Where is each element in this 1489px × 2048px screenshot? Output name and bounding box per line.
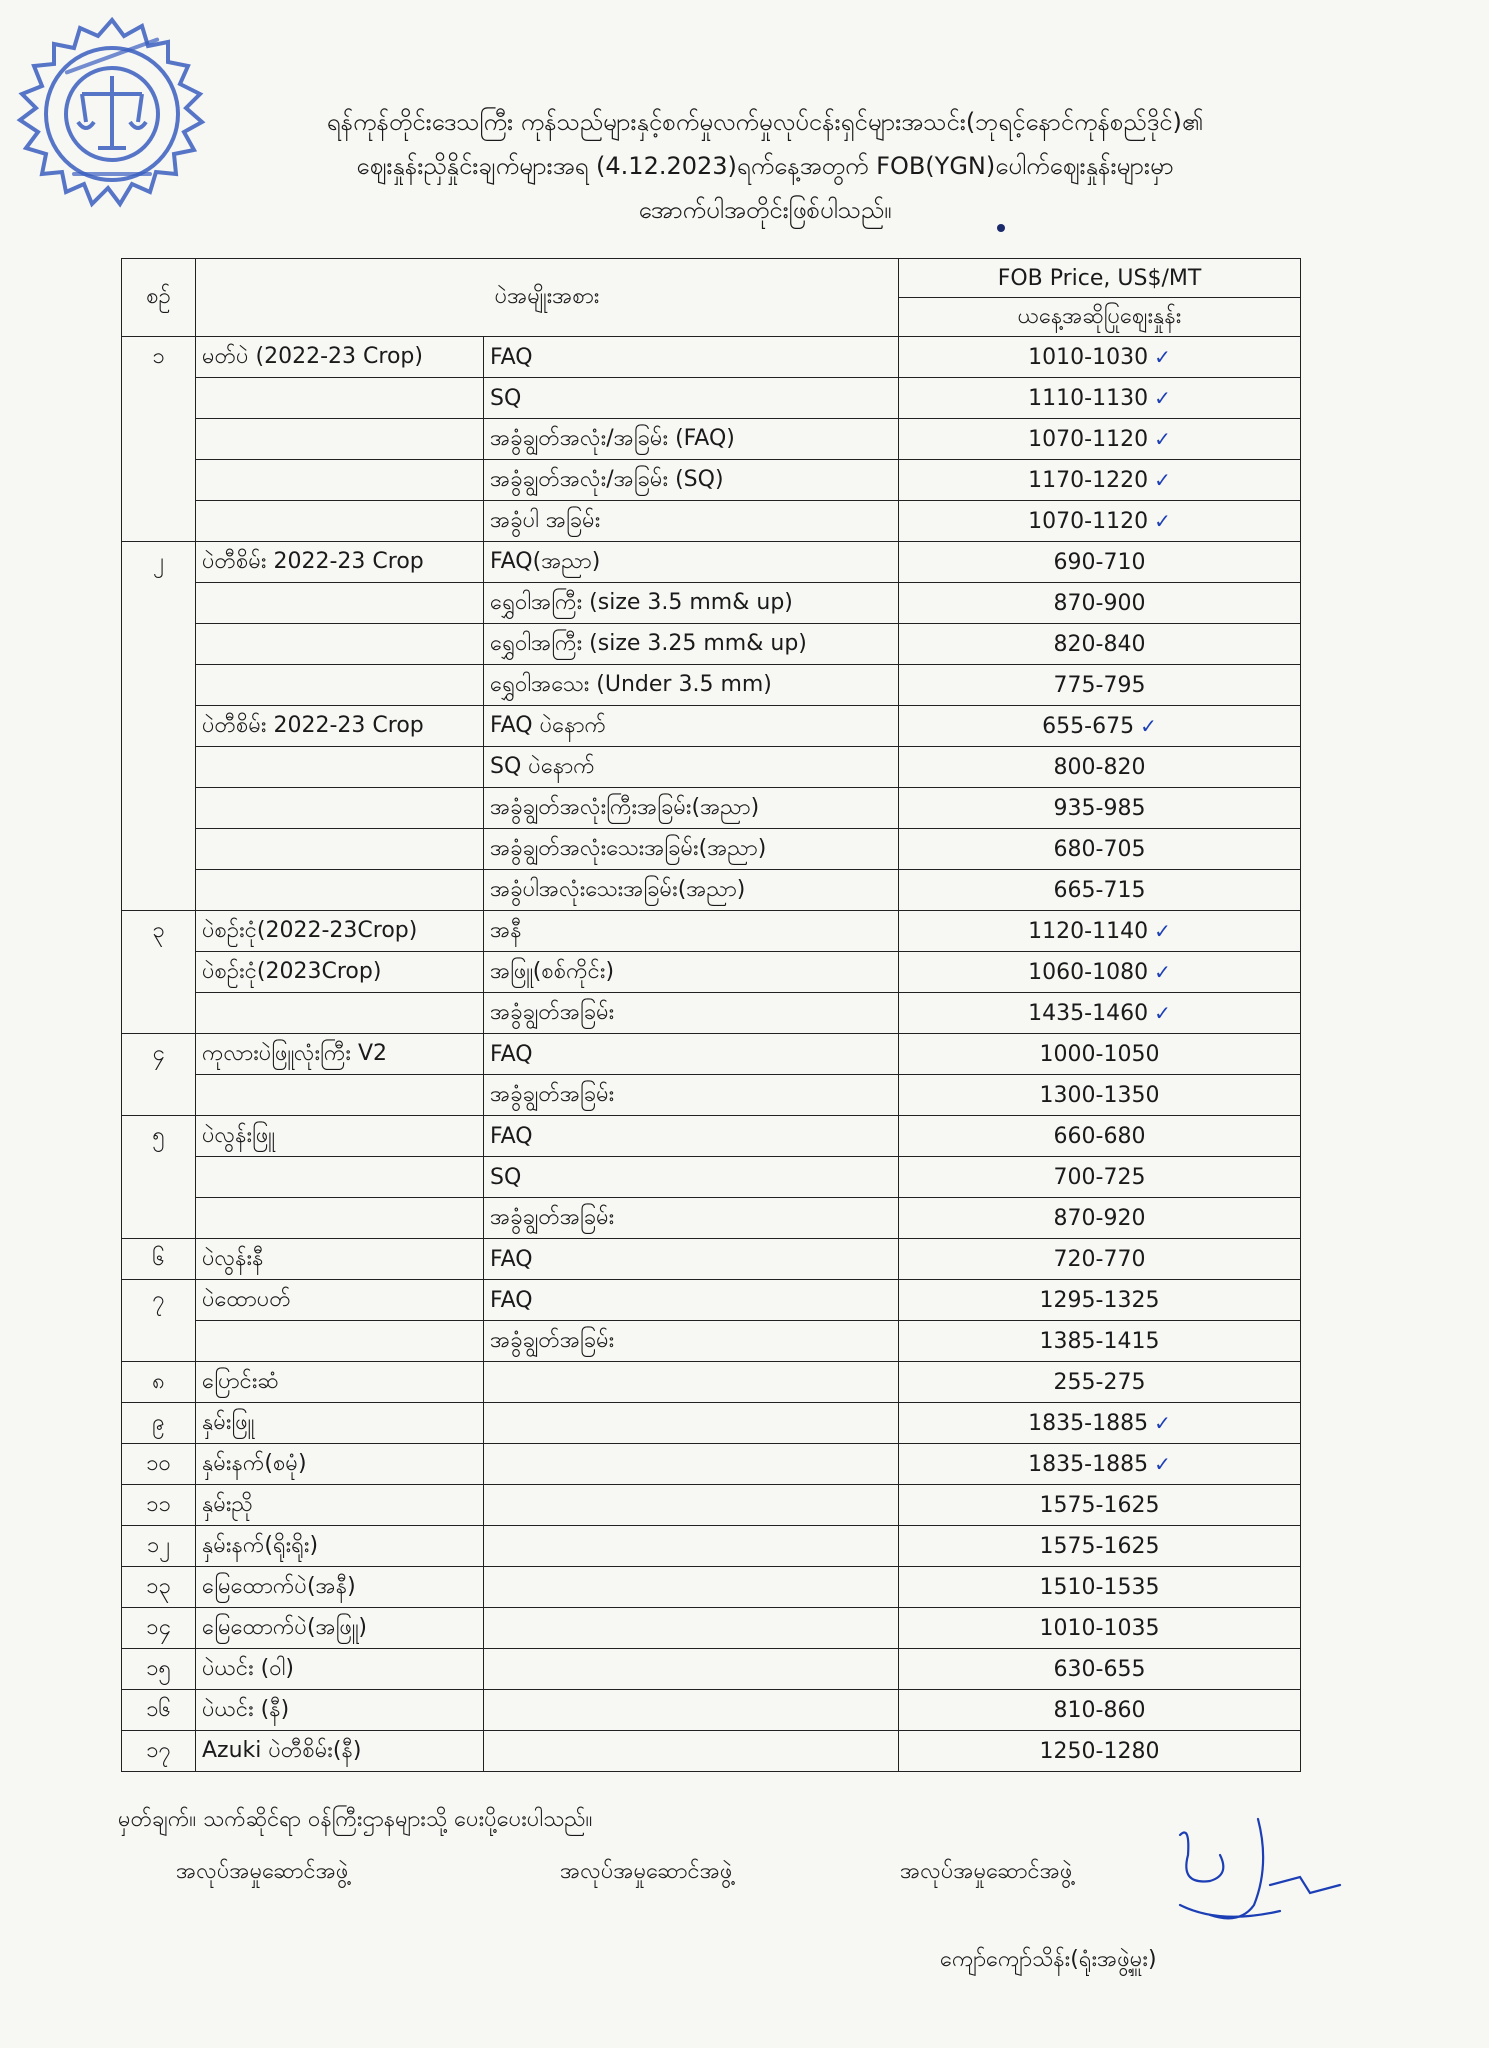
price-value: 1300-1350 bbox=[1039, 1082, 1160, 1108]
committee-label-2: အလုပ်အမှုဆောင်အဖွဲ့ bbox=[560, 1859, 733, 1884]
row-grade bbox=[484, 952, 899, 993]
footer-note: မှတ်ချက်။ သက်ဆိုင်ရာ ဝန်ကြီးဌာနများသို့ ပေးပို့ပေးပါသည်။ bbox=[118, 1807, 593, 1832]
row-item-name-text: ပဲတီစိမ်း 2022-23 Crop bbox=[202, 712, 424, 738]
row-price bbox=[899, 993, 1301, 1034]
row-grade bbox=[484, 1157, 899, 1198]
row-item-name bbox=[196, 1444, 484, 1485]
row-number bbox=[122, 747, 196, 788]
check-mark-icon: ✓ bbox=[1154, 918, 1171, 943]
row-number-text: ၉ bbox=[152, 1409, 165, 1435]
row-item-name bbox=[196, 1567, 484, 1608]
price-value: 665-715 bbox=[1053, 877, 1146, 903]
row-grade-text: အခွံပါ အခြမ်း bbox=[490, 507, 601, 533]
row-price bbox=[899, 952, 1301, 993]
row-item-name bbox=[196, 1362, 484, 1403]
table-row bbox=[122, 460, 1301, 501]
price-value: 1170-1220 bbox=[1028, 467, 1149, 493]
row-number bbox=[122, 1239, 196, 1280]
row-grade bbox=[484, 1526, 899, 1567]
check-mark-icon: ✓ bbox=[1154, 1451, 1171, 1476]
row-price bbox=[899, 747, 1301, 788]
row-item-name bbox=[196, 1485, 484, 1526]
row-item-name-text: ပဲလွန်းဖြူ bbox=[202, 1122, 275, 1148]
row-grade bbox=[484, 1362, 899, 1403]
row-price bbox=[899, 1649, 1301, 1690]
row-price bbox=[899, 1526, 1301, 1567]
row-item-name-text: နှမ်းဖြူ bbox=[202, 1409, 255, 1435]
row-price bbox=[899, 911, 1301, 952]
table-row bbox=[122, 1075, 1301, 1116]
row-grade bbox=[484, 624, 899, 665]
row-item-name-text: ကုလားပဲဖြူလုံးကြီး V2 bbox=[202, 1040, 387, 1066]
row-item-name bbox=[196, 1649, 484, 1690]
row-number-text: ၁၀ bbox=[146, 1450, 171, 1476]
row-price bbox=[899, 1403, 1301, 1444]
header-item: ပဲအမျိုးအစား bbox=[196, 259, 899, 337]
row-price bbox=[899, 788, 1301, 829]
table-row bbox=[122, 1526, 1301, 1567]
row-grade bbox=[484, 1649, 899, 1690]
row-item-name bbox=[196, 624, 484, 665]
table-row bbox=[122, 1362, 1301, 1403]
row-grade-text: FAQ bbox=[490, 1287, 533, 1313]
row-item-name bbox=[196, 1198, 484, 1239]
table-row bbox=[122, 1444, 1301, 1485]
row-grade-text: အခွံပါအလုံးသေးအခြမ်း(အညာ) bbox=[490, 876, 746, 902]
row-item-name bbox=[196, 1608, 484, 1649]
row-number bbox=[122, 706, 196, 747]
row-item-name bbox=[196, 1075, 484, 1116]
row-grade bbox=[484, 1731, 899, 1772]
row-price bbox=[899, 706, 1301, 747]
row-grade bbox=[484, 1239, 899, 1280]
row-grade bbox=[484, 1485, 899, 1526]
row-number-text: ၃ bbox=[152, 917, 165, 943]
header-price: FOB Price, US$/MT bbox=[899, 259, 1301, 298]
table-row bbox=[122, 747, 1301, 788]
row-number bbox=[122, 460, 196, 501]
row-number bbox=[122, 1034, 196, 1075]
row-price bbox=[899, 583, 1301, 624]
row-grade bbox=[484, 706, 899, 747]
row-price bbox=[899, 665, 1301, 706]
row-grade-text: ရွှေဝါအကြီး (size 3.5 mm& up) bbox=[490, 589, 793, 615]
row-grade-text: အခွံချွတ်အခြမ်း bbox=[490, 1081, 615, 1107]
row-item-name bbox=[196, 337, 484, 378]
check-mark-icon: ✓ bbox=[1154, 467, 1171, 492]
price-value: 870-920 bbox=[1053, 1205, 1146, 1231]
row-number bbox=[122, 1157, 196, 1198]
row-price bbox=[899, 1280, 1301, 1321]
row-number-text: ၁၁ bbox=[146, 1491, 171, 1517]
price-value: 1120-1140 bbox=[1028, 918, 1149, 944]
heading-line-2: ဈေးနှုန်းညှိနှိုင်းချက်များအရ (4.12.2023)ရက်နေ့အတွက် FOB(YGN)ပေါက်ဈေးနှုန်းများမှာ bbox=[356, 152, 1174, 180]
row-grade-text: FAQ ပဲနောက် bbox=[490, 712, 607, 738]
row-item-name bbox=[196, 1690, 484, 1731]
row-number bbox=[122, 870, 196, 911]
row-grade bbox=[484, 993, 899, 1034]
row-grade bbox=[484, 1608, 899, 1649]
row-number bbox=[122, 378, 196, 419]
row-price bbox=[899, 1362, 1301, 1403]
price-value: 1110-1130 bbox=[1028, 385, 1149, 411]
price-value: 655-675 bbox=[1042, 713, 1135, 739]
row-grade bbox=[484, 583, 899, 624]
row-price bbox=[899, 1075, 1301, 1116]
table-row bbox=[122, 952, 1301, 993]
row-price bbox=[899, 1485, 1301, 1526]
price-value: 820-840 bbox=[1053, 631, 1146, 657]
row-grade-text: FAQ bbox=[490, 1041, 533, 1067]
row-grade bbox=[484, 747, 899, 788]
row-number bbox=[122, 1690, 196, 1731]
row-item-name-text: ပဲယင်း (ဝါ) bbox=[202, 1655, 295, 1681]
row-grade bbox=[484, 501, 899, 542]
table-row bbox=[122, 542, 1301, 583]
heading-line-1: ရန်ကုန်တိုင်းဒေသကြီး ကုန်သည်များနှင့်စက်မှုလက်မှုလုပ်ငန်းရှင်များအသင်း(ဘုရင့်နောင်ကုန်စည်ဒိုင်)၏ bbox=[326, 108, 1204, 136]
table-row bbox=[122, 1649, 1301, 1690]
row-item-name-text: ပြောင်းဆံ bbox=[202, 1368, 279, 1394]
row-grade-text: အဖြူ(စစ်ကိုင်း) bbox=[490, 958, 615, 984]
row-number-text: ၆ bbox=[152, 1245, 165, 1271]
row-grade bbox=[484, 1116, 899, 1157]
row-number bbox=[122, 952, 196, 993]
price-table bbox=[121, 258, 1301, 1772]
row-grade bbox=[484, 911, 899, 952]
row-number bbox=[122, 1362, 196, 1403]
row-grade bbox=[484, 1075, 899, 1116]
row-number bbox=[122, 1116, 196, 1157]
row-grade bbox=[484, 1690, 899, 1731]
row-item-name-text: ပဲစဉ်းငုံ(2022-23Crop) bbox=[202, 917, 418, 943]
row-grade-text: ရွှေဝါအကြီး (size 3.25 mm& up) bbox=[490, 630, 807, 656]
table-row bbox=[122, 993, 1301, 1034]
row-number-text: ၁၃ bbox=[146, 1573, 171, 1599]
row-number-text: ၄ bbox=[152, 1040, 165, 1066]
row-item-name-text: ပဲစဉ်းငုံ(2023Crop) bbox=[202, 958, 382, 984]
header-no: စဉ် bbox=[122, 259, 196, 337]
row-number bbox=[122, 1444, 196, 1485]
table-row bbox=[122, 1567, 1301, 1608]
table-row bbox=[122, 501, 1301, 542]
row-grade-text: SQ bbox=[490, 1164, 522, 1190]
price-value: 870-900 bbox=[1053, 590, 1146, 616]
row-number bbox=[122, 788, 196, 829]
signatory: ကျော်ကျော်သိန်း(ရုံးအဖွဲ့မှူး) bbox=[940, 1947, 1157, 1972]
row-item-name bbox=[196, 952, 484, 993]
row-number-text: ၁ bbox=[152, 343, 165, 369]
table-row bbox=[122, 665, 1301, 706]
price-value: 1510-1535 bbox=[1039, 1574, 1160, 1600]
table-row bbox=[122, 1198, 1301, 1239]
handwritten-signature bbox=[1150, 1815, 1350, 1965]
row-item-name bbox=[196, 419, 484, 460]
row-item-name-text: မတ်ပဲ (2022-23 Crop) bbox=[202, 343, 423, 369]
row-price bbox=[899, 1444, 1301, 1485]
table-row bbox=[122, 706, 1301, 747]
row-price bbox=[899, 1731, 1301, 1772]
row-number-text: ၈ bbox=[152, 1368, 165, 1394]
table-row bbox=[122, 1034, 1301, 1075]
row-number bbox=[122, 419, 196, 460]
committee-label-3: အလုပ်အမှုဆောင်အဖွဲ့ bbox=[900, 1859, 1073, 1884]
row-number bbox=[122, 1608, 196, 1649]
row-number bbox=[122, 583, 196, 624]
row-number-text: ၁၅ bbox=[146, 1655, 171, 1681]
table-row bbox=[122, 1157, 1301, 1198]
price-value: 720-770 bbox=[1053, 1246, 1146, 1272]
row-number bbox=[122, 337, 196, 378]
row-number bbox=[122, 1403, 196, 1444]
row-number bbox=[122, 1485, 196, 1526]
table-row bbox=[122, 1321, 1301, 1362]
price-value: 690-710 bbox=[1053, 549, 1146, 575]
row-item-name bbox=[196, 1321, 484, 1362]
price-value: 1000-1050 bbox=[1039, 1041, 1160, 1067]
row-grade bbox=[484, 542, 899, 583]
row-grade-text: FAQ bbox=[490, 1246, 533, 1272]
row-item-name-text: ပဲယင်း (နီ) bbox=[202, 1696, 290, 1722]
row-grade bbox=[484, 829, 899, 870]
row-grade bbox=[484, 1280, 899, 1321]
row-grade bbox=[484, 1444, 899, 1485]
row-price bbox=[899, 1239, 1301, 1280]
row-item-name bbox=[196, 378, 484, 419]
price-value: 800-820 bbox=[1053, 754, 1146, 780]
row-price bbox=[899, 1321, 1301, 1362]
row-item-name-text: နှမ်းညို bbox=[202, 1491, 253, 1517]
row-grade bbox=[484, 1403, 899, 1444]
ink-dot bbox=[997, 224, 1005, 232]
row-number bbox=[122, 829, 196, 870]
price-value: 1575-1625 bbox=[1039, 1533, 1160, 1559]
row-number bbox=[122, 1731, 196, 1772]
row-grade bbox=[484, 337, 899, 378]
row-price bbox=[899, 1034, 1301, 1075]
table-row bbox=[122, 1731, 1301, 1772]
table-row bbox=[122, 1690, 1301, 1731]
row-number bbox=[122, 665, 196, 706]
price-value: 1835-1885 bbox=[1028, 1410, 1149, 1436]
row-grade-text: FAQ bbox=[490, 344, 533, 370]
row-item-name-text: မြေထောက်ပဲ(အနီ) bbox=[202, 1573, 356, 1599]
table-row bbox=[122, 1280, 1301, 1321]
row-grade-text: အခွံချွတ်အလုံးကြီးအခြမ်း(အညာ) bbox=[490, 794, 760, 820]
row-item-name bbox=[196, 1280, 484, 1321]
row-item-name bbox=[196, 993, 484, 1034]
price-value: 680-705 bbox=[1053, 836, 1146, 862]
row-number bbox=[122, 501, 196, 542]
table-row bbox=[122, 1608, 1301, 1649]
row-grade bbox=[484, 1321, 899, 1362]
table-row bbox=[122, 378, 1301, 419]
row-item-name bbox=[196, 1116, 484, 1157]
row-price bbox=[899, 460, 1301, 501]
row-item-name bbox=[196, 501, 484, 542]
check-mark-icon: ✓ bbox=[1154, 959, 1171, 984]
price-value: 810-860 bbox=[1053, 1697, 1146, 1723]
check-mark-icon: ✓ bbox=[1154, 508, 1171, 533]
row-item-name bbox=[196, 911, 484, 952]
table-header-row bbox=[122, 259, 1301, 298]
row-number bbox=[122, 1198, 196, 1239]
row-number-text: ၇ bbox=[152, 1286, 165, 1312]
price-value: 1835-1885 bbox=[1028, 1451, 1149, 1477]
row-item-name bbox=[196, 1034, 484, 1075]
row-item-name-text: ပဲလွန်းနီ bbox=[202, 1245, 264, 1271]
row-item-name-text: မြေထောက်ပဲ(အဖြူ) bbox=[202, 1614, 367, 1640]
row-grade-text: အခွံချွတ်အလုံးသေးအခြမ်း(အညာ) bbox=[490, 835, 767, 861]
table-row bbox=[122, 337, 1301, 378]
row-number-text: ၁၇ bbox=[146, 1737, 171, 1763]
row-grade-text: အခွံချွတ်အလုံး/အခြမ်း (FAQ) bbox=[490, 425, 735, 451]
row-item-name-text: ပဲထောပတ် bbox=[202, 1286, 291, 1312]
table-row bbox=[122, 788, 1301, 829]
check-mark-icon: ✓ bbox=[1154, 1000, 1171, 1025]
price-value: 1435-1460 bbox=[1028, 1000, 1149, 1026]
price-value: 1250-1280 bbox=[1039, 1738, 1160, 1764]
row-item-name-text: နှမ်းနက်(ရိုးရိုး) bbox=[202, 1532, 319, 1558]
row-number-text: ၁၆ bbox=[146, 1696, 171, 1722]
table-row bbox=[122, 870, 1301, 911]
row-number bbox=[122, 911, 196, 952]
price-value: 1070-1120 bbox=[1028, 508, 1149, 534]
row-number bbox=[122, 993, 196, 1034]
row-grade-text: အခွံချွတ်အခြမ်း bbox=[490, 1204, 615, 1230]
row-grade bbox=[484, 419, 899, 460]
row-number-text: ၅ bbox=[152, 1122, 165, 1148]
row-grade-text: SQ bbox=[490, 385, 522, 411]
row-item-name bbox=[196, 665, 484, 706]
row-price bbox=[899, 1157, 1301, 1198]
check-mark-icon: ✓ bbox=[1140, 713, 1157, 738]
price-value: 630-655 bbox=[1053, 1656, 1146, 1682]
row-item-name bbox=[196, 1239, 484, 1280]
price-value: 1010-1030 bbox=[1028, 344, 1149, 370]
row-price bbox=[899, 378, 1301, 419]
row-grade bbox=[484, 1034, 899, 1075]
price-value: 1010-1035 bbox=[1039, 1615, 1160, 1641]
row-item-name bbox=[196, 829, 484, 870]
check-mark-icon: ✓ bbox=[1154, 1410, 1171, 1435]
row-number-text: ၂ bbox=[153, 548, 164, 574]
row-price bbox=[899, 501, 1301, 542]
row-price bbox=[899, 1567, 1301, 1608]
row-price bbox=[899, 542, 1301, 583]
header-price-sub: ယနေ့အဆိုပြုဈေးနှုန်း bbox=[899, 298, 1301, 337]
row-item-name bbox=[196, 788, 484, 829]
row-price bbox=[899, 1608, 1301, 1649]
table-row bbox=[122, 419, 1301, 460]
row-price bbox=[899, 1116, 1301, 1157]
table-row bbox=[122, 1116, 1301, 1157]
price-value: 1070-1120 bbox=[1028, 426, 1149, 452]
row-price bbox=[899, 829, 1301, 870]
row-grade-text: အခွံချွတ်အခြမ်း bbox=[490, 1327, 615, 1353]
check-mark-icon: ✓ bbox=[1154, 385, 1171, 410]
price-value: 935-985 bbox=[1053, 795, 1146, 821]
check-mark-icon: ✓ bbox=[1154, 344, 1171, 369]
price-value: 255-275 bbox=[1053, 1369, 1146, 1395]
row-number bbox=[122, 1321, 196, 1362]
row-item-name bbox=[196, 583, 484, 624]
row-number bbox=[122, 1649, 196, 1690]
price-value: 660-680 bbox=[1053, 1123, 1146, 1149]
table-row bbox=[122, 1485, 1301, 1526]
row-grade bbox=[484, 1198, 899, 1239]
price-value: 1575-1625 bbox=[1039, 1492, 1160, 1518]
heading-line-3: အောက်ပါအတိုင်းဖြစ်ပါသည်။ bbox=[638, 196, 892, 224]
row-number bbox=[122, 1567, 196, 1608]
row-item-name-text: နှမ်းနက်(စမုံ) bbox=[202, 1450, 307, 1476]
row-grade bbox=[484, 788, 899, 829]
row-item-name bbox=[196, 542, 484, 583]
row-grade-text: FAQ(အညာ) bbox=[490, 548, 601, 574]
row-item-name bbox=[196, 1403, 484, 1444]
table-row bbox=[122, 624, 1301, 665]
row-item-name bbox=[196, 1731, 484, 1772]
row-grade-text: ရွှေဝါအသေး (Under 3.5 mm) bbox=[490, 671, 772, 697]
row-number bbox=[122, 624, 196, 665]
row-item-name-text: ပဲတီစိမ်း 2022-23 Crop bbox=[202, 548, 424, 574]
row-item-name bbox=[196, 1526, 484, 1567]
row-grade bbox=[484, 665, 899, 706]
row-grade-text: အခွံချွတ်အလုံး/အခြမ်း (SQ) bbox=[490, 466, 724, 492]
row-price bbox=[899, 1198, 1301, 1239]
table-row bbox=[122, 1403, 1301, 1444]
table-row bbox=[122, 911, 1301, 952]
committee-label-1: အလုပ်အမှုဆောင်အဖွဲ့ bbox=[176, 1859, 349, 1884]
row-item-name bbox=[196, 460, 484, 501]
row-number-text: ၁၄ bbox=[146, 1614, 171, 1640]
table-row bbox=[122, 829, 1301, 870]
row-price bbox=[899, 624, 1301, 665]
row-grade bbox=[484, 1567, 899, 1608]
row-item-name-text: Azuki ပဲတီစိမ်း(နီ) bbox=[202, 1737, 362, 1763]
row-item-name bbox=[196, 1157, 484, 1198]
row-price bbox=[899, 419, 1301, 460]
row-item-name bbox=[196, 706, 484, 747]
row-price bbox=[899, 337, 1301, 378]
price-value: 775-795 bbox=[1053, 672, 1146, 698]
row-grade-text: FAQ bbox=[490, 1123, 533, 1149]
row-grade bbox=[484, 378, 899, 419]
row-number bbox=[122, 1075, 196, 1116]
table-row bbox=[122, 583, 1301, 624]
row-grade-text: အခွံချွတ်အခြမ်း bbox=[490, 999, 615, 1025]
row-price bbox=[899, 1690, 1301, 1731]
table-row bbox=[122, 1239, 1301, 1280]
row-number-text: ၁၂ bbox=[146, 1532, 171, 1558]
price-value: 1385-1415 bbox=[1039, 1328, 1160, 1354]
row-number bbox=[122, 1526, 196, 1567]
row-grade bbox=[484, 870, 899, 911]
row-price bbox=[899, 870, 1301, 911]
row-item-name bbox=[196, 747, 484, 788]
row-grade-text: SQ ပဲနောက် bbox=[490, 753, 595, 779]
price-value: 700-725 bbox=[1053, 1164, 1146, 1190]
row-grade bbox=[484, 460, 899, 501]
document-heading bbox=[150, 100, 1380, 232]
row-item-name bbox=[196, 870, 484, 911]
row-number bbox=[122, 1280, 196, 1321]
price-value: 1295-1325 bbox=[1039, 1287, 1160, 1313]
row-number bbox=[122, 542, 196, 583]
row-grade-text: အနီ bbox=[490, 917, 522, 943]
check-mark-icon: ✓ bbox=[1154, 426, 1171, 451]
price-value: 1060-1080 bbox=[1028, 959, 1149, 985]
